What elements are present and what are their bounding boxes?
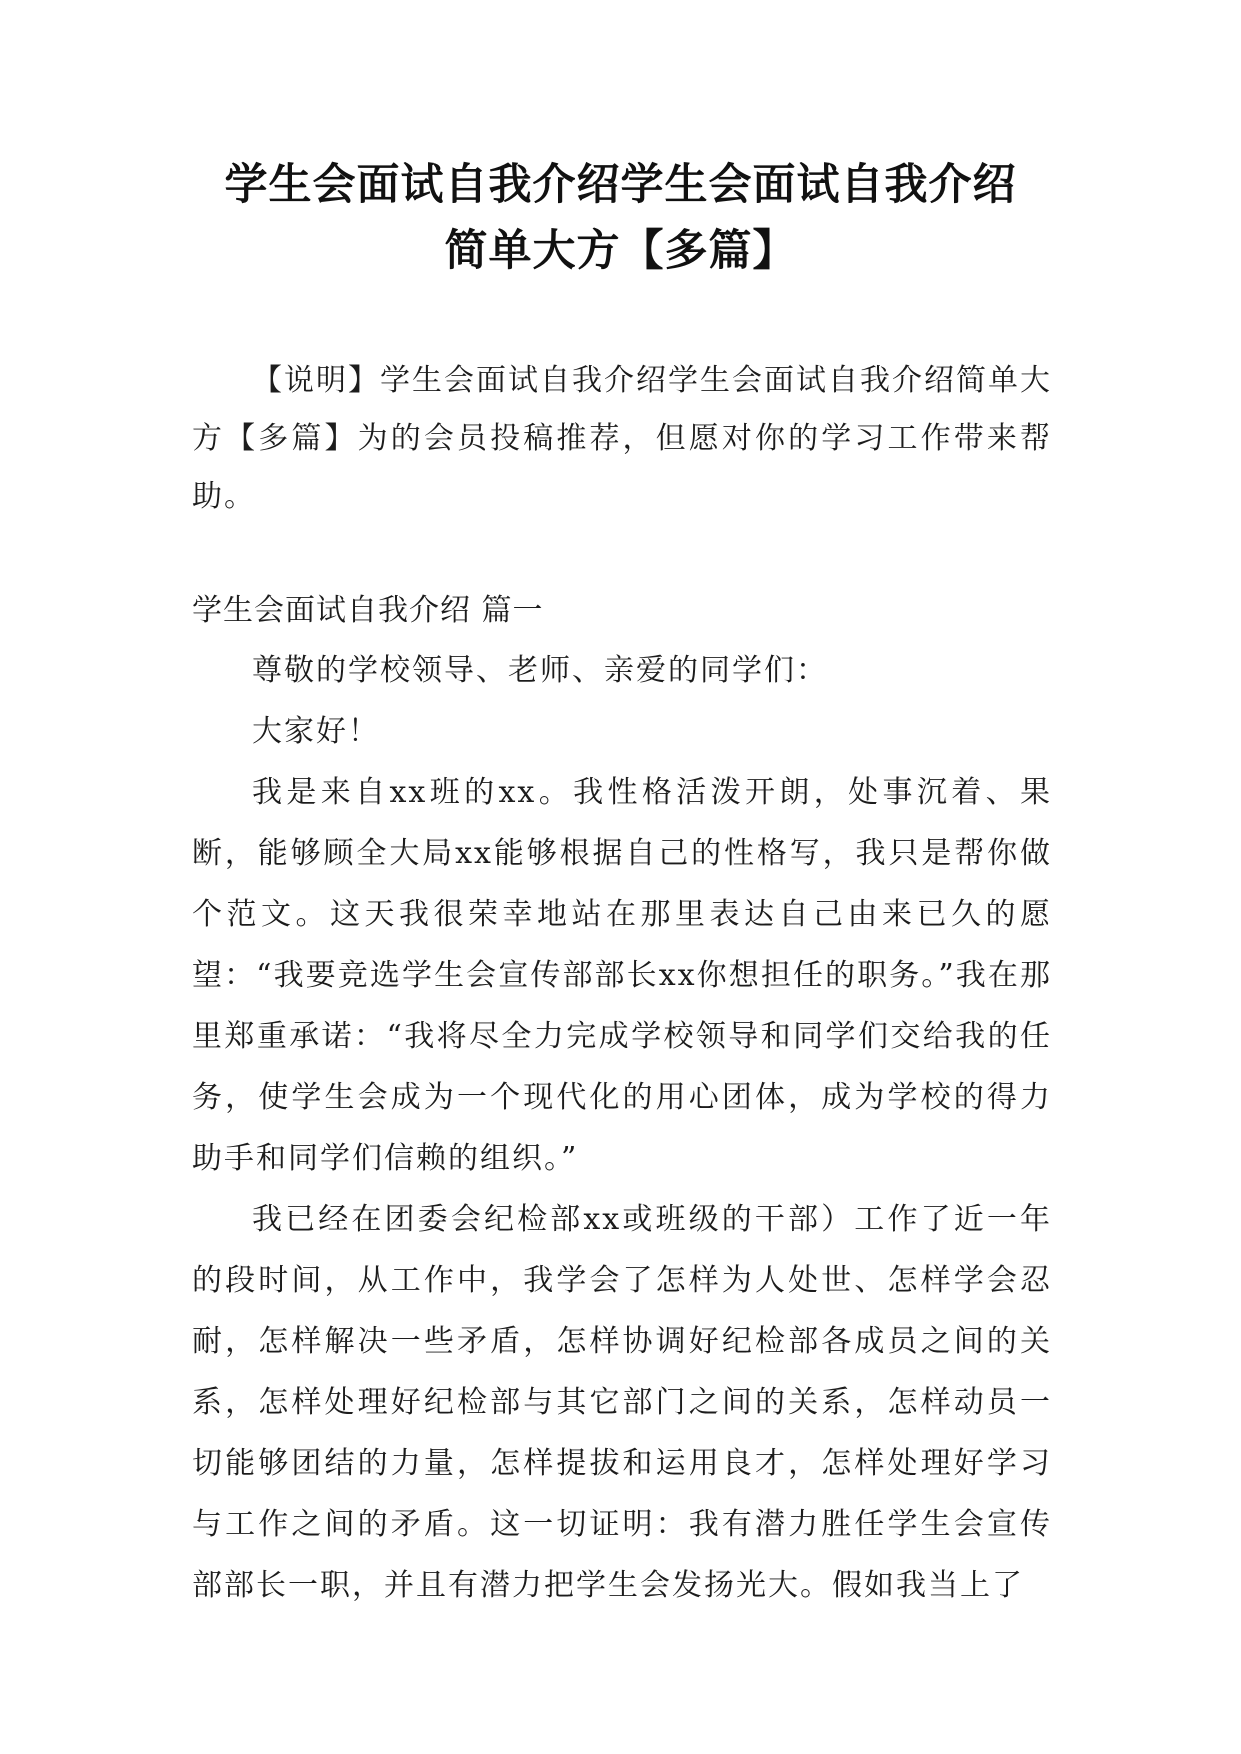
document-title-line-2: 简单大方【多篇】 [444,226,797,276]
intro-paragraph: 【说明】学生会面试自我介绍学生会面试自我介绍简单大方【多篇】为的会员投稿推荐，但愿对你的学习工作带来帮助。 [192,363,1052,514]
body-paragraph: 我是来自xx班的xx。我性格活泼开朗，处事沉着、果断，能够顾全大局xx能够根据自己的性格写，我只是帮你做个范文。这天我很荣幸地站在那里表达自己由来已久的愿望：“我要竞选学生会宣传部部长xx你想担任的职务。”我在那里郑重承诺：“我将尽全力完成学校领导和同学们交给我的任务，使学生会成为一个现代化的用心团体，成为学校的得力助手和同学们信赖的组织。” [192,775,1052,1176]
article-body [192,640,1052,1616]
greeting-paragraph: 大家好！ [252,714,380,749]
document-title-line-1: 学生会面试自我介绍学生会面试自我介绍 [224,160,1017,210]
body-paragraph: 我已经在团委会纪检部xx或班级的干部）工作了近一年的段时间，从工作中，我学会了怎样为人处世、怎样学会忍耐，怎样解决一些矛盾，怎样协调好纪检部各成员之间的关系，怎样处理好纪检部与其它部门之间的关系，怎样动员一切能够团结的力量，怎样提拔和运用良才，怎样处理好学习与工作之间的矛盾。这一切证明：我有潜力胜任学生会宣传部部长一职，并且有潜力把学生会发扬光大。假如我当上了 [192,1202,1052,1603]
salutation-paragraph: 尊敬的学校领导、老师、亲爱的同学们： [252,653,828,688]
section-heading: 学生会面试自我介绍 篇一 [192,593,544,628]
